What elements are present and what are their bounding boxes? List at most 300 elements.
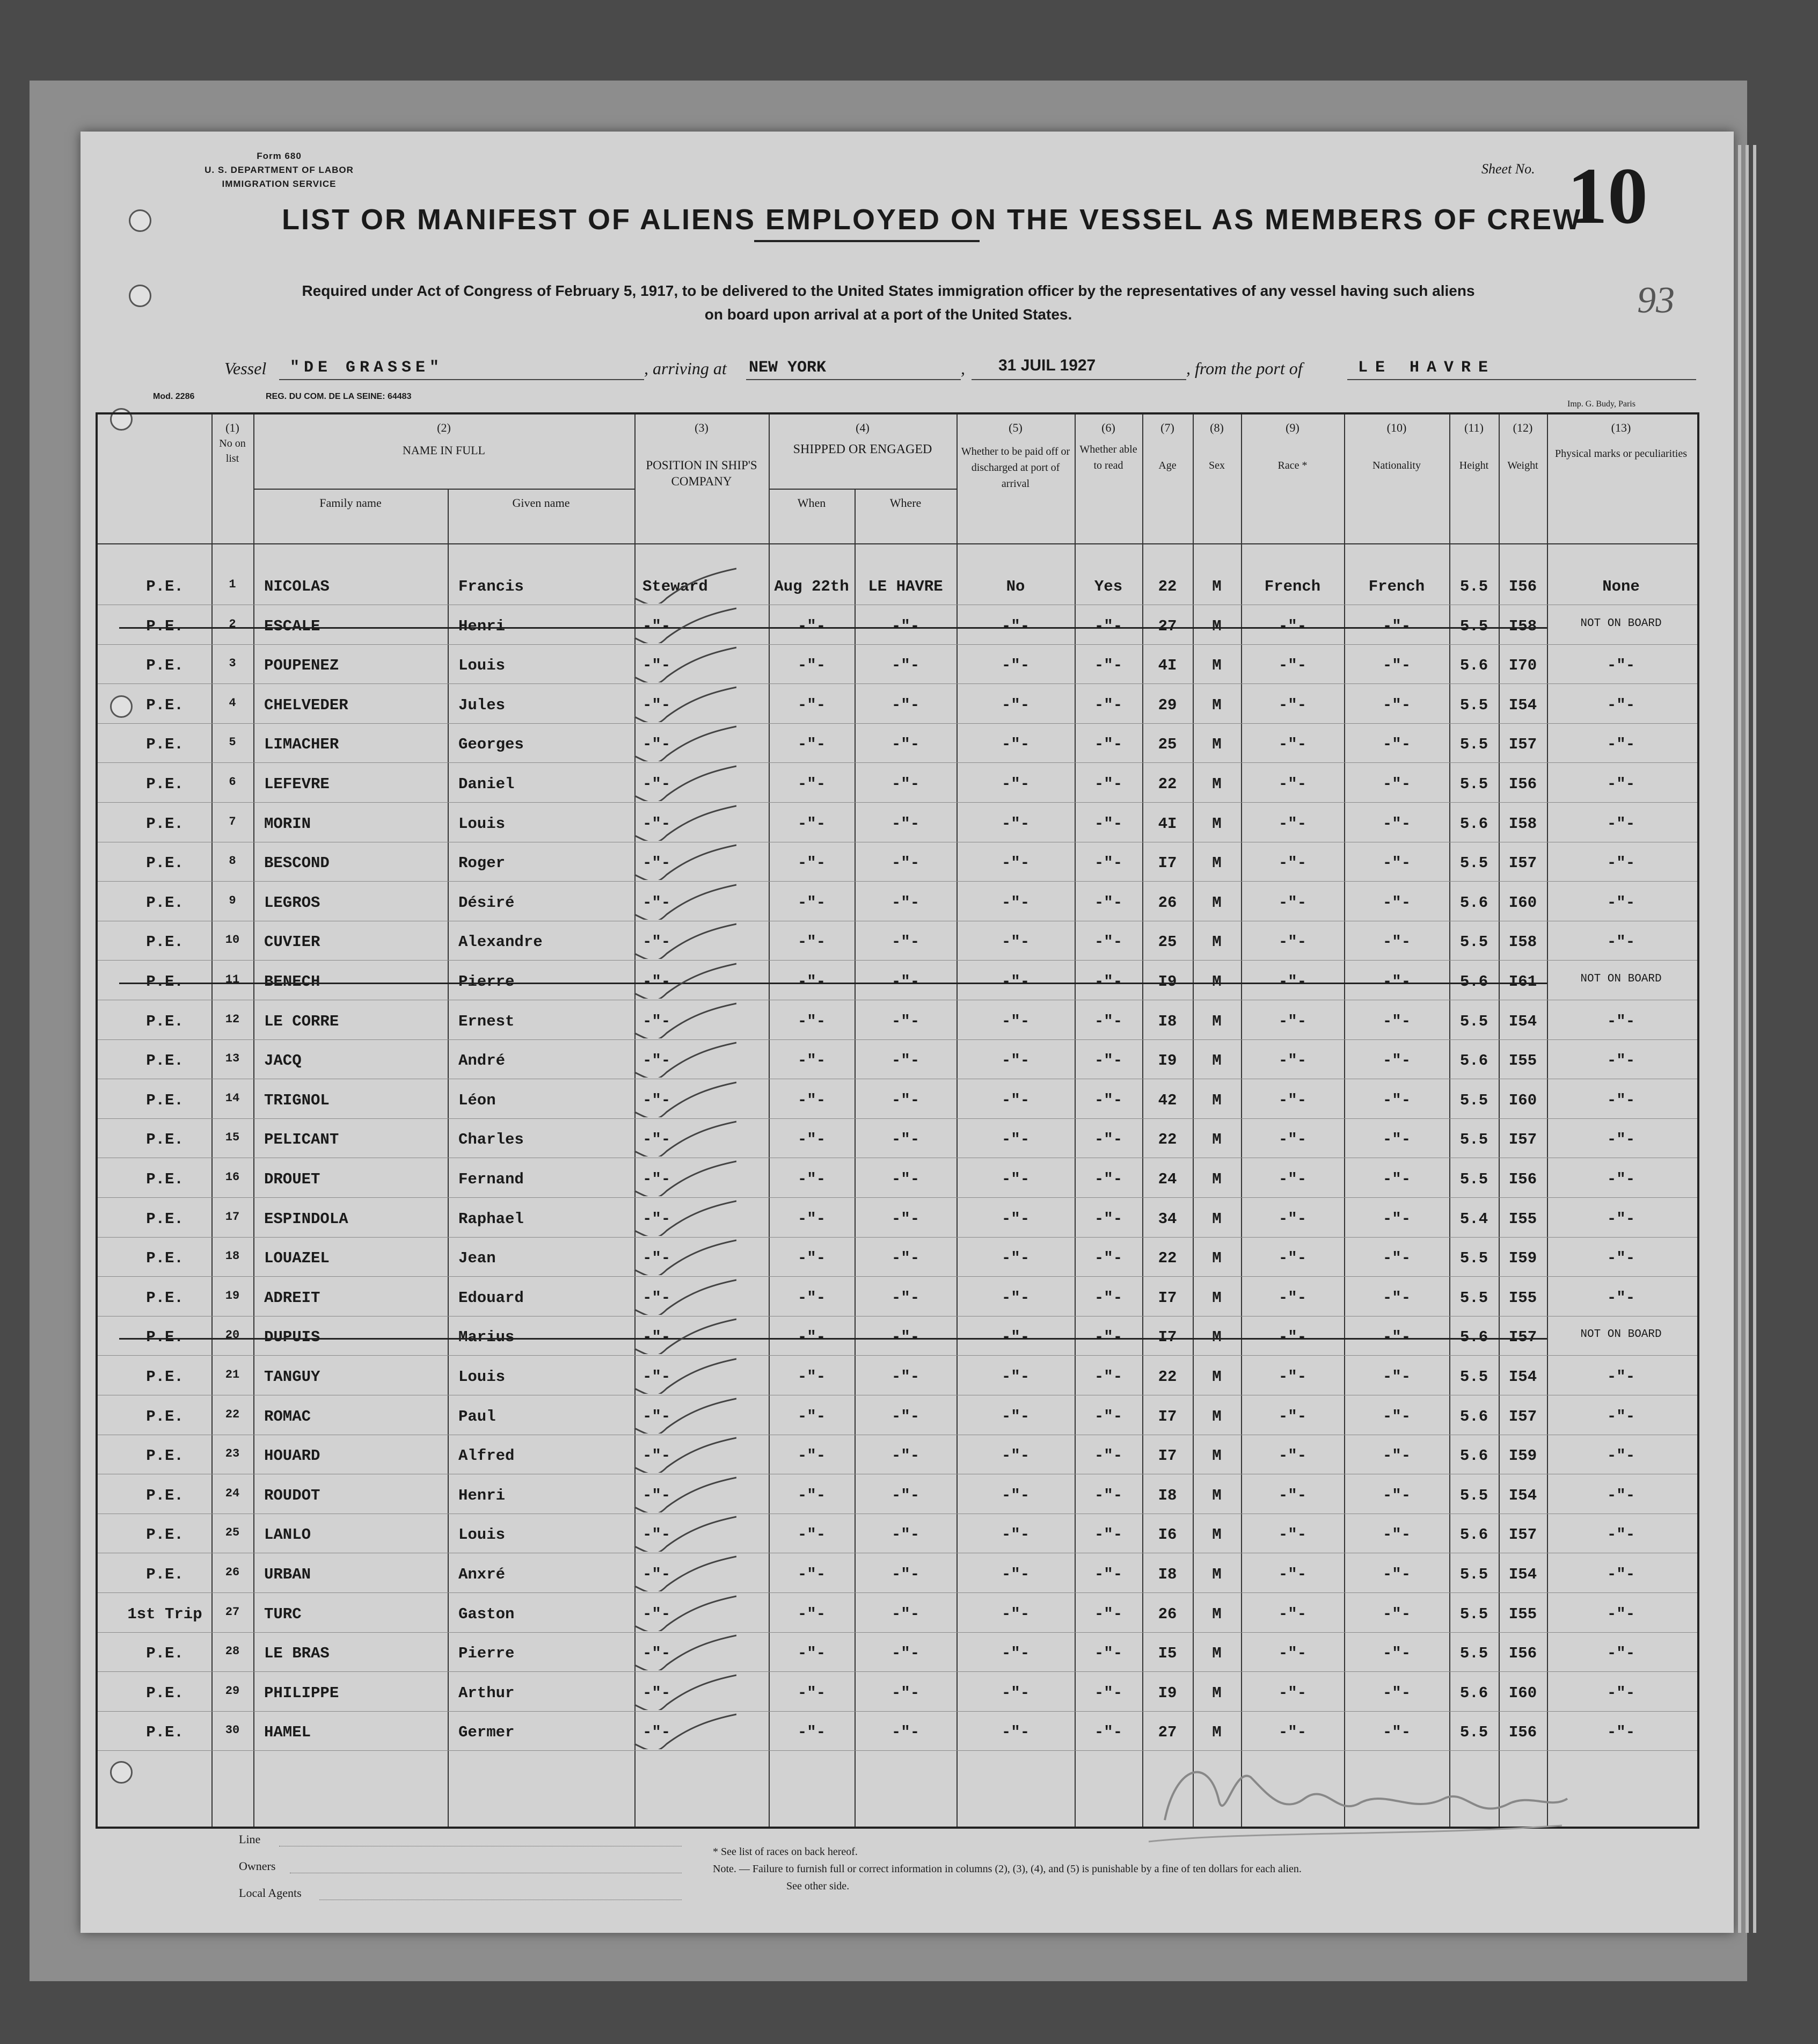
cell-read: -"- — [1094, 1091, 1123, 1109]
cell-sex: M — [1212, 1091, 1222, 1109]
check-mark-icon — [629, 1119, 736, 1156]
cell-no: 2 — [229, 617, 236, 631]
cell-where: -"- — [891, 814, 920, 833]
check-mark-icon — [629, 1001, 736, 1038]
cell-where: -"- — [891, 1526, 920, 1544]
cell-nat: -"- — [1382, 1012, 1411, 1030]
cell-race: -"- — [1278, 736, 1307, 754]
cell-nat: -"- — [1382, 973, 1411, 991]
cell-sex: M — [1212, 775, 1222, 793]
cell-weight: I56 — [1508, 1170, 1537, 1188]
cell-race: -"- — [1278, 1645, 1307, 1663]
cell-weight: I54 — [1508, 1368, 1537, 1386]
arrival-date: 31 JUIL 1927 — [998, 357, 1096, 374]
cell-paid: -"- — [1001, 893, 1030, 912]
strike-through-line — [119, 627, 1547, 629]
cell-sex: M — [1212, 1249, 1222, 1268]
cell-age: 27 — [1158, 617, 1177, 635]
cell-given: Fernand — [458, 1170, 524, 1188]
cell-height: 5.5 — [1459, 578, 1488, 595]
cell-where: -"- — [891, 657, 920, 675]
cell-family: NICOLAS — [264, 578, 330, 595]
cell-mark: P.E. — [146, 1249, 184, 1268]
cell-given: Désiré — [458, 893, 515, 912]
cell-read: -"- — [1094, 736, 1123, 754]
cell-read: -"- — [1094, 1289, 1123, 1307]
cell-age: 22 — [1158, 1131, 1177, 1149]
cell-when: -"- — [797, 1407, 826, 1425]
cell-no: 4 — [229, 696, 236, 710]
cell-no: 3 — [229, 657, 236, 671]
cell-pos: -"- — [642, 1605, 671, 1623]
cell-height: 5.5 — [1459, 775, 1488, 793]
cell-no: 14 — [225, 1091, 240, 1105]
cell-read: -"- — [1094, 1170, 1123, 1188]
cell-mark: P.E. — [146, 1486, 184, 1504]
cell-age: 22 — [1158, 1249, 1177, 1268]
from-underline — [1347, 379, 1696, 380]
cell-paid: -"- — [1001, 1566, 1030, 1583]
cell-race: -"- — [1278, 1012, 1307, 1030]
cell-nat: -"- — [1382, 1091, 1411, 1109]
cell-where: -"- — [891, 1289, 920, 1307]
check-mark-icon — [629, 566, 736, 603]
cell-nat: -"- — [1382, 1170, 1411, 1188]
cell-nat: -"- — [1382, 775, 1411, 793]
cell-no: 18 — [225, 1249, 240, 1263]
cell-paid: -"- — [1001, 1526, 1030, 1544]
col-paid-off: (5) Whether to be paid off or discharged at port of arrival — [961, 421, 1070, 490]
cell-given: Alfred — [458, 1447, 515, 1465]
cell-pos: -"- — [642, 775, 671, 793]
cell-given: Pierre — [458, 1645, 515, 1663]
cell-no: 19 — [225, 1289, 240, 1303]
cell-given: Georges — [458, 736, 524, 754]
from-label: , from the port of — [1186, 359, 1303, 378]
cell-pos: -"- — [642, 1012, 671, 1030]
date-underline — [972, 379, 1186, 380]
cell-family: LIMACHER — [264, 736, 339, 754]
cell-marks: -"- — [1607, 736, 1636, 754]
cell-age: 29 — [1158, 696, 1177, 714]
cell-no: 10 — [225, 933, 240, 947]
cell-given: Ernest — [458, 1012, 515, 1030]
cell-no: 1 — [229, 578, 236, 591]
cell-weight: I70 — [1508, 657, 1537, 675]
title-underline — [754, 240, 980, 242]
cell-marks: -"- — [1607, 1526, 1636, 1544]
cell-family: ROMAC — [264, 1407, 311, 1425]
cell-no: 28 — [225, 1645, 240, 1659]
cell-when: -"- — [797, 893, 826, 912]
cell-family: HOUARD — [264, 1447, 320, 1465]
cell-age: 22 — [1158, 775, 1177, 793]
cell-sex: M — [1212, 1486, 1222, 1504]
cell-pos: -"- — [642, 1684, 671, 1702]
cell-mark: P.E. — [146, 893, 184, 912]
cell-read: -"- — [1094, 1526, 1123, 1544]
cell-age: 22 — [1158, 1368, 1177, 1386]
cell-pos: -"- — [642, 617, 671, 635]
cell-read: -"- — [1094, 1605, 1123, 1623]
cell-nat: -"- — [1382, 696, 1411, 714]
cell-when: -"- — [797, 1328, 826, 1347]
cell-where: -"- — [891, 1328, 920, 1347]
cell-where: -"- — [891, 736, 920, 754]
cell-given: Francis — [458, 578, 524, 595]
cell-marks: -"- — [1607, 1289, 1636, 1307]
cell-where: -"- — [891, 1684, 920, 1702]
cell-sex: M — [1212, 1645, 1222, 1663]
cell-race: -"- — [1278, 973, 1307, 991]
cell-pos: -"- — [642, 973, 671, 991]
cell-when: -"- — [797, 933, 826, 951]
check-mark-icon — [629, 882, 736, 920]
cell-where: -"- — [891, 1645, 920, 1663]
col-nationality: (10) Nationality — [1372, 421, 1421, 471]
col-when: When — [797, 496, 826, 510]
cell-age: 22 — [1158, 578, 1177, 595]
cell-no: 20 — [225, 1328, 240, 1342]
cell-nat: -"- — [1382, 1645, 1411, 1663]
cell-pos: -"- — [642, 657, 671, 675]
cell-marks: -"- — [1607, 1131, 1636, 1149]
cell-nat: -"- — [1382, 1289, 1411, 1307]
cell-where: -"- — [891, 1052, 920, 1070]
col-where: Where — [889, 496, 922, 510]
cell-sex: M — [1212, 1052, 1222, 1070]
cell-height: 5.5 — [1459, 1170, 1488, 1188]
cell-weight: I56 — [1508, 578, 1537, 595]
cell-pos: -"- — [642, 1210, 671, 1228]
cell-race: -"- — [1278, 1091, 1307, 1109]
check-mark-icon — [629, 1712, 736, 1749]
cell-nat: -"- — [1382, 933, 1411, 951]
cell-when: -"- — [797, 814, 826, 833]
punch-hole — [129, 285, 151, 307]
cell-no: 21 — [225, 1368, 240, 1381]
arriving-port: NEW YORK — [749, 359, 827, 377]
cell-paid: -"- — [1001, 775, 1030, 793]
cell-pos: -"- — [642, 933, 671, 951]
cell-when: -"- — [797, 1566, 826, 1583]
cell-nat: -"- — [1382, 814, 1411, 833]
col-weight: (12) Weight — [1507, 421, 1538, 471]
cell-read: -"- — [1094, 657, 1123, 675]
cell-given: Louis — [458, 1368, 506, 1386]
cell-height: 5.6 — [1459, 1684, 1488, 1702]
cell-age: I7 — [1158, 854, 1177, 872]
cell-where: -"- — [891, 1170, 920, 1188]
col-no: (1) No on list — [219, 421, 246, 464]
cell-where: -"- — [891, 1566, 920, 1583]
cell-given: Anxré — [458, 1566, 506, 1583]
vessel-underline — [279, 379, 644, 380]
cell-when: -"- — [797, 973, 826, 991]
cell-no: 8 — [229, 854, 236, 868]
cell-race: -"- — [1278, 657, 1307, 675]
cell-given: Gaston — [458, 1605, 515, 1623]
cell-weight: I59 — [1508, 1249, 1537, 1268]
cell-pos: -"- — [642, 1328, 671, 1347]
cell-weight: I54 — [1508, 1012, 1537, 1030]
check-mark-icon — [629, 842, 736, 880]
cell-nat: -"- — [1382, 1249, 1411, 1268]
cell-read: -"- — [1094, 1645, 1123, 1663]
cell-no: 13 — [225, 1052, 240, 1066]
cell-when: -"- — [797, 1486, 826, 1504]
cell-height: 5.6 — [1459, 973, 1488, 991]
cell-weight: I57 — [1508, 854, 1537, 872]
cell-paid: -"- — [1001, 1249, 1030, 1268]
cell-height: 5.5 — [1459, 1645, 1488, 1663]
punch-hole — [129, 209, 151, 232]
manifest-title: LIST OR MANIFEST OF ALIENS EMPLOYED ON THE VESSEL AS MEMBERS OF CREW — [282, 203, 1582, 236]
cell-marks: -"- — [1607, 1605, 1636, 1623]
cell-race: -"- — [1278, 1447, 1307, 1465]
cell-pos: -"- — [642, 1249, 671, 1268]
page-edge — [1738, 145, 1741, 1933]
cell-pos: -"- — [642, 1091, 671, 1109]
row-rule — [98, 723, 1697, 724]
cell-read: -"- — [1094, 1368, 1123, 1386]
cell-family: ROUDOT — [264, 1486, 320, 1504]
cell-marks: -"- — [1607, 1684, 1636, 1702]
cell-no: 25 — [225, 1526, 240, 1540]
cell-mark: P.E. — [146, 1566, 184, 1583]
cell-race: -"- — [1278, 1605, 1307, 1623]
cell-when: -"- — [797, 775, 826, 793]
page-number: 93 — [1637, 280, 1675, 321]
row-rule — [98, 1355, 1697, 1356]
cell-weight: I56 — [1508, 775, 1537, 793]
cell-height: 5.5 — [1459, 1368, 1488, 1386]
cell-sex: M — [1212, 814, 1222, 833]
cell-paid: -"- — [1001, 933, 1030, 951]
cell-read: -"- — [1094, 1684, 1123, 1702]
cell-paid: -"- — [1001, 1210, 1030, 1228]
cell-age: I8 — [1158, 1012, 1177, 1030]
cell-age: 26 — [1158, 1605, 1177, 1623]
cell-height: 5.6 — [1459, 1447, 1488, 1465]
cell-paid: -"- — [1001, 1486, 1030, 1504]
cell-mark: P.E. — [146, 933, 184, 951]
cell-no: 9 — [229, 893, 236, 907]
cell-height: 5.5 — [1459, 1566, 1488, 1583]
check-mark-icon — [629, 803, 736, 841]
cell-sex: M — [1212, 1289, 1222, 1307]
cell-weight: I61 — [1508, 973, 1537, 991]
cell-height: 5.6 — [1459, 1052, 1488, 1070]
cell-pos: Steward — [642, 578, 708, 595]
sheet-label: Sheet No. — [1481, 161, 1535, 177]
cell-family: ESPINDOLA — [264, 1210, 348, 1228]
cell-nat: -"- — [1382, 1605, 1411, 1623]
cell-race: -"- — [1278, 1486, 1307, 1504]
cell-no: 29 — [225, 1684, 240, 1698]
cell-nat: -"- — [1382, 1566, 1411, 1583]
cell-marks: -"- — [1607, 1249, 1636, 1268]
cell-race: -"- — [1278, 1052, 1307, 1070]
manifest-subtitle — [150, 279, 1626, 326]
cell-height: 5.5 — [1459, 933, 1488, 951]
cell-pos: -"- — [642, 854, 671, 872]
cell-age: 24 — [1158, 1170, 1177, 1188]
cell-marks: NOT ON BOARD — [1580, 617, 1662, 630]
subtitle-line-2: on board upon arrival at a port of the United States. — [704, 306, 1072, 323]
cell-age: 4I — [1158, 657, 1177, 675]
cell-race: -"- — [1278, 617, 1307, 635]
strike-through-line — [119, 1338, 1547, 1340]
cell-paid: -"- — [1001, 973, 1030, 991]
cell-paid: -"- — [1001, 854, 1030, 872]
cell-race: -"- — [1278, 893, 1307, 912]
cell-family: ESCALE — [264, 617, 320, 635]
cell-age: I7 — [1158, 1447, 1177, 1465]
cell-given: Raphael — [458, 1210, 524, 1228]
cell-pos: -"- — [642, 696, 671, 714]
cell-mark: P.E. — [146, 1645, 184, 1663]
cell-mark: P.E. — [146, 854, 184, 872]
cell-age: I7 — [1158, 1407, 1177, 1425]
cell-age: I5 — [1158, 1645, 1177, 1663]
printer: Imp. G. Budy, Paris — [1567, 399, 1636, 409]
row-rule — [98, 1237, 1697, 1238]
cell-no: 22 — [225, 1407, 240, 1421]
cell-race: -"- — [1278, 1289, 1307, 1307]
cell-weight: I55 — [1508, 1052, 1537, 1070]
cell-mark: P.E. — [146, 1131, 184, 1149]
cell-sex: M — [1212, 1210, 1222, 1228]
cell-read: -"- — [1094, 617, 1123, 635]
cell-paid: -"- — [1001, 814, 1030, 833]
row-rule — [98, 1276, 1697, 1277]
cell-family: TANGUY — [264, 1368, 320, 1386]
cell-marks: -"- — [1607, 657, 1636, 675]
cell-height: 5.6 — [1459, 1407, 1488, 1425]
cell-race: -"- — [1278, 854, 1307, 872]
cell-family: BESCOND — [264, 854, 330, 872]
cell-age: I9 — [1158, 973, 1177, 991]
row-rule — [98, 644, 1697, 645]
cell-race: French — [1264, 578, 1321, 595]
cell-family: POUPENEZ — [264, 657, 339, 675]
cell-when: -"- — [797, 1012, 826, 1030]
cell-pos: -"- — [642, 1526, 671, 1544]
cell-where: -"- — [891, 1723, 920, 1742]
cell-weight: I55 — [1508, 1289, 1537, 1307]
cell-where: -"- — [891, 933, 920, 951]
cell-height: 5.5 — [1459, 1091, 1488, 1109]
check-mark-icon — [629, 1198, 736, 1236]
check-mark-icon — [629, 763, 736, 801]
cell-nat: -"- — [1382, 1407, 1411, 1425]
check-mark-icon — [629, 645, 736, 682]
cell-family: LE BRAS — [264, 1645, 330, 1663]
cell-when: -"- — [797, 1091, 826, 1109]
cell-weight: I60 — [1508, 893, 1537, 912]
cell-mark: P.E. — [146, 1526, 184, 1544]
cell-read: -"- — [1094, 1012, 1123, 1030]
cell-read: -"- — [1094, 1407, 1123, 1425]
cell-race: -"- — [1278, 1210, 1307, 1228]
cell-read: -"- — [1094, 1566, 1123, 1583]
cell-mark: P.E. — [146, 1684, 184, 1702]
cell-family: DROUET — [264, 1170, 320, 1188]
check-mark-icon — [629, 1356, 736, 1394]
check-mark-icon — [629, 1316, 736, 1354]
row-rule — [98, 1118, 1697, 1119]
cell-marks: -"- — [1607, 1645, 1636, 1663]
cell-age: I8 — [1158, 1486, 1177, 1504]
cell-family: TRIGNOL — [264, 1091, 330, 1109]
cell-paid: -"- — [1001, 1368, 1030, 1386]
sheet-number: 10 — [1567, 151, 1648, 241]
cell-read: -"- — [1094, 814, 1123, 833]
cell-given: Pierre — [458, 973, 515, 991]
cell-age: 42 — [1158, 1091, 1177, 1109]
check-mark-icon — [629, 1594, 736, 1631]
cell-height: 5.5 — [1459, 617, 1488, 635]
cell-mark: P.E. — [146, 973, 184, 991]
cell-where: -"- — [891, 973, 920, 991]
row-rule — [98, 1592, 1697, 1593]
cell-nat: -"- — [1382, 893, 1411, 912]
mod-number: Mod. 2286 — [153, 392, 195, 401]
cell-pos: -"- — [642, 736, 671, 754]
cell-pos: -"- — [642, 1131, 671, 1149]
col-position: (3) POSITION IN SHIP'S COMPANY — [646, 421, 757, 488]
cell-paid: -"- — [1001, 1052, 1030, 1070]
check-mark-icon — [629, 961, 736, 999]
cell-when: -"- — [797, 1052, 826, 1070]
cell-mark: P.E. — [146, 696, 184, 714]
col-race: (9) Race * — [1277, 421, 1308, 471]
cell-family: LEGROS — [264, 893, 320, 912]
cell-height: 5.6 — [1459, 1328, 1488, 1347]
cell-paid: No — [1006, 578, 1025, 595]
cell-age: I9 — [1158, 1052, 1177, 1070]
cell-paid: -"- — [1001, 1407, 1030, 1425]
cell-pos: -"- — [642, 1052, 671, 1070]
cell-no: 12 — [225, 1012, 240, 1026]
cell-where: -"- — [891, 854, 920, 872]
cell-height: 5.5 — [1459, 854, 1488, 872]
cell-mark: P.E. — [146, 657, 184, 675]
cell-marks: -"- — [1607, 1052, 1636, 1070]
cell-marks: NOT ON BOARD — [1580, 973, 1662, 985]
cell-height: 5.5 — [1459, 1605, 1488, 1623]
cell-given: Louis — [458, 657, 506, 675]
cell-race: -"- — [1278, 933, 1307, 951]
cell-paid: -"- — [1001, 1723, 1030, 1742]
cell-weight: I60 — [1508, 1684, 1537, 1702]
cell-marks: -"- — [1607, 1447, 1636, 1465]
cell-given: Edouard — [458, 1289, 524, 1307]
cell-age: 25 — [1158, 736, 1177, 754]
cell-paid: -"- — [1001, 1684, 1030, 1702]
col-height: (11) Height — [1459, 421, 1489, 471]
cell-weight: I55 — [1508, 1210, 1537, 1228]
cell-mark: 1st Trip — [127, 1605, 202, 1623]
check-mark-icon — [629, 606, 736, 643]
cell-no: 23 — [225, 1447, 240, 1461]
cell-paid: -"- — [1001, 1131, 1030, 1149]
check-mark-icon — [629, 1277, 736, 1315]
cell-sex: M — [1212, 1605, 1222, 1623]
cell-nat: -"- — [1382, 1447, 1411, 1465]
cell-given: Jean — [458, 1249, 496, 1268]
